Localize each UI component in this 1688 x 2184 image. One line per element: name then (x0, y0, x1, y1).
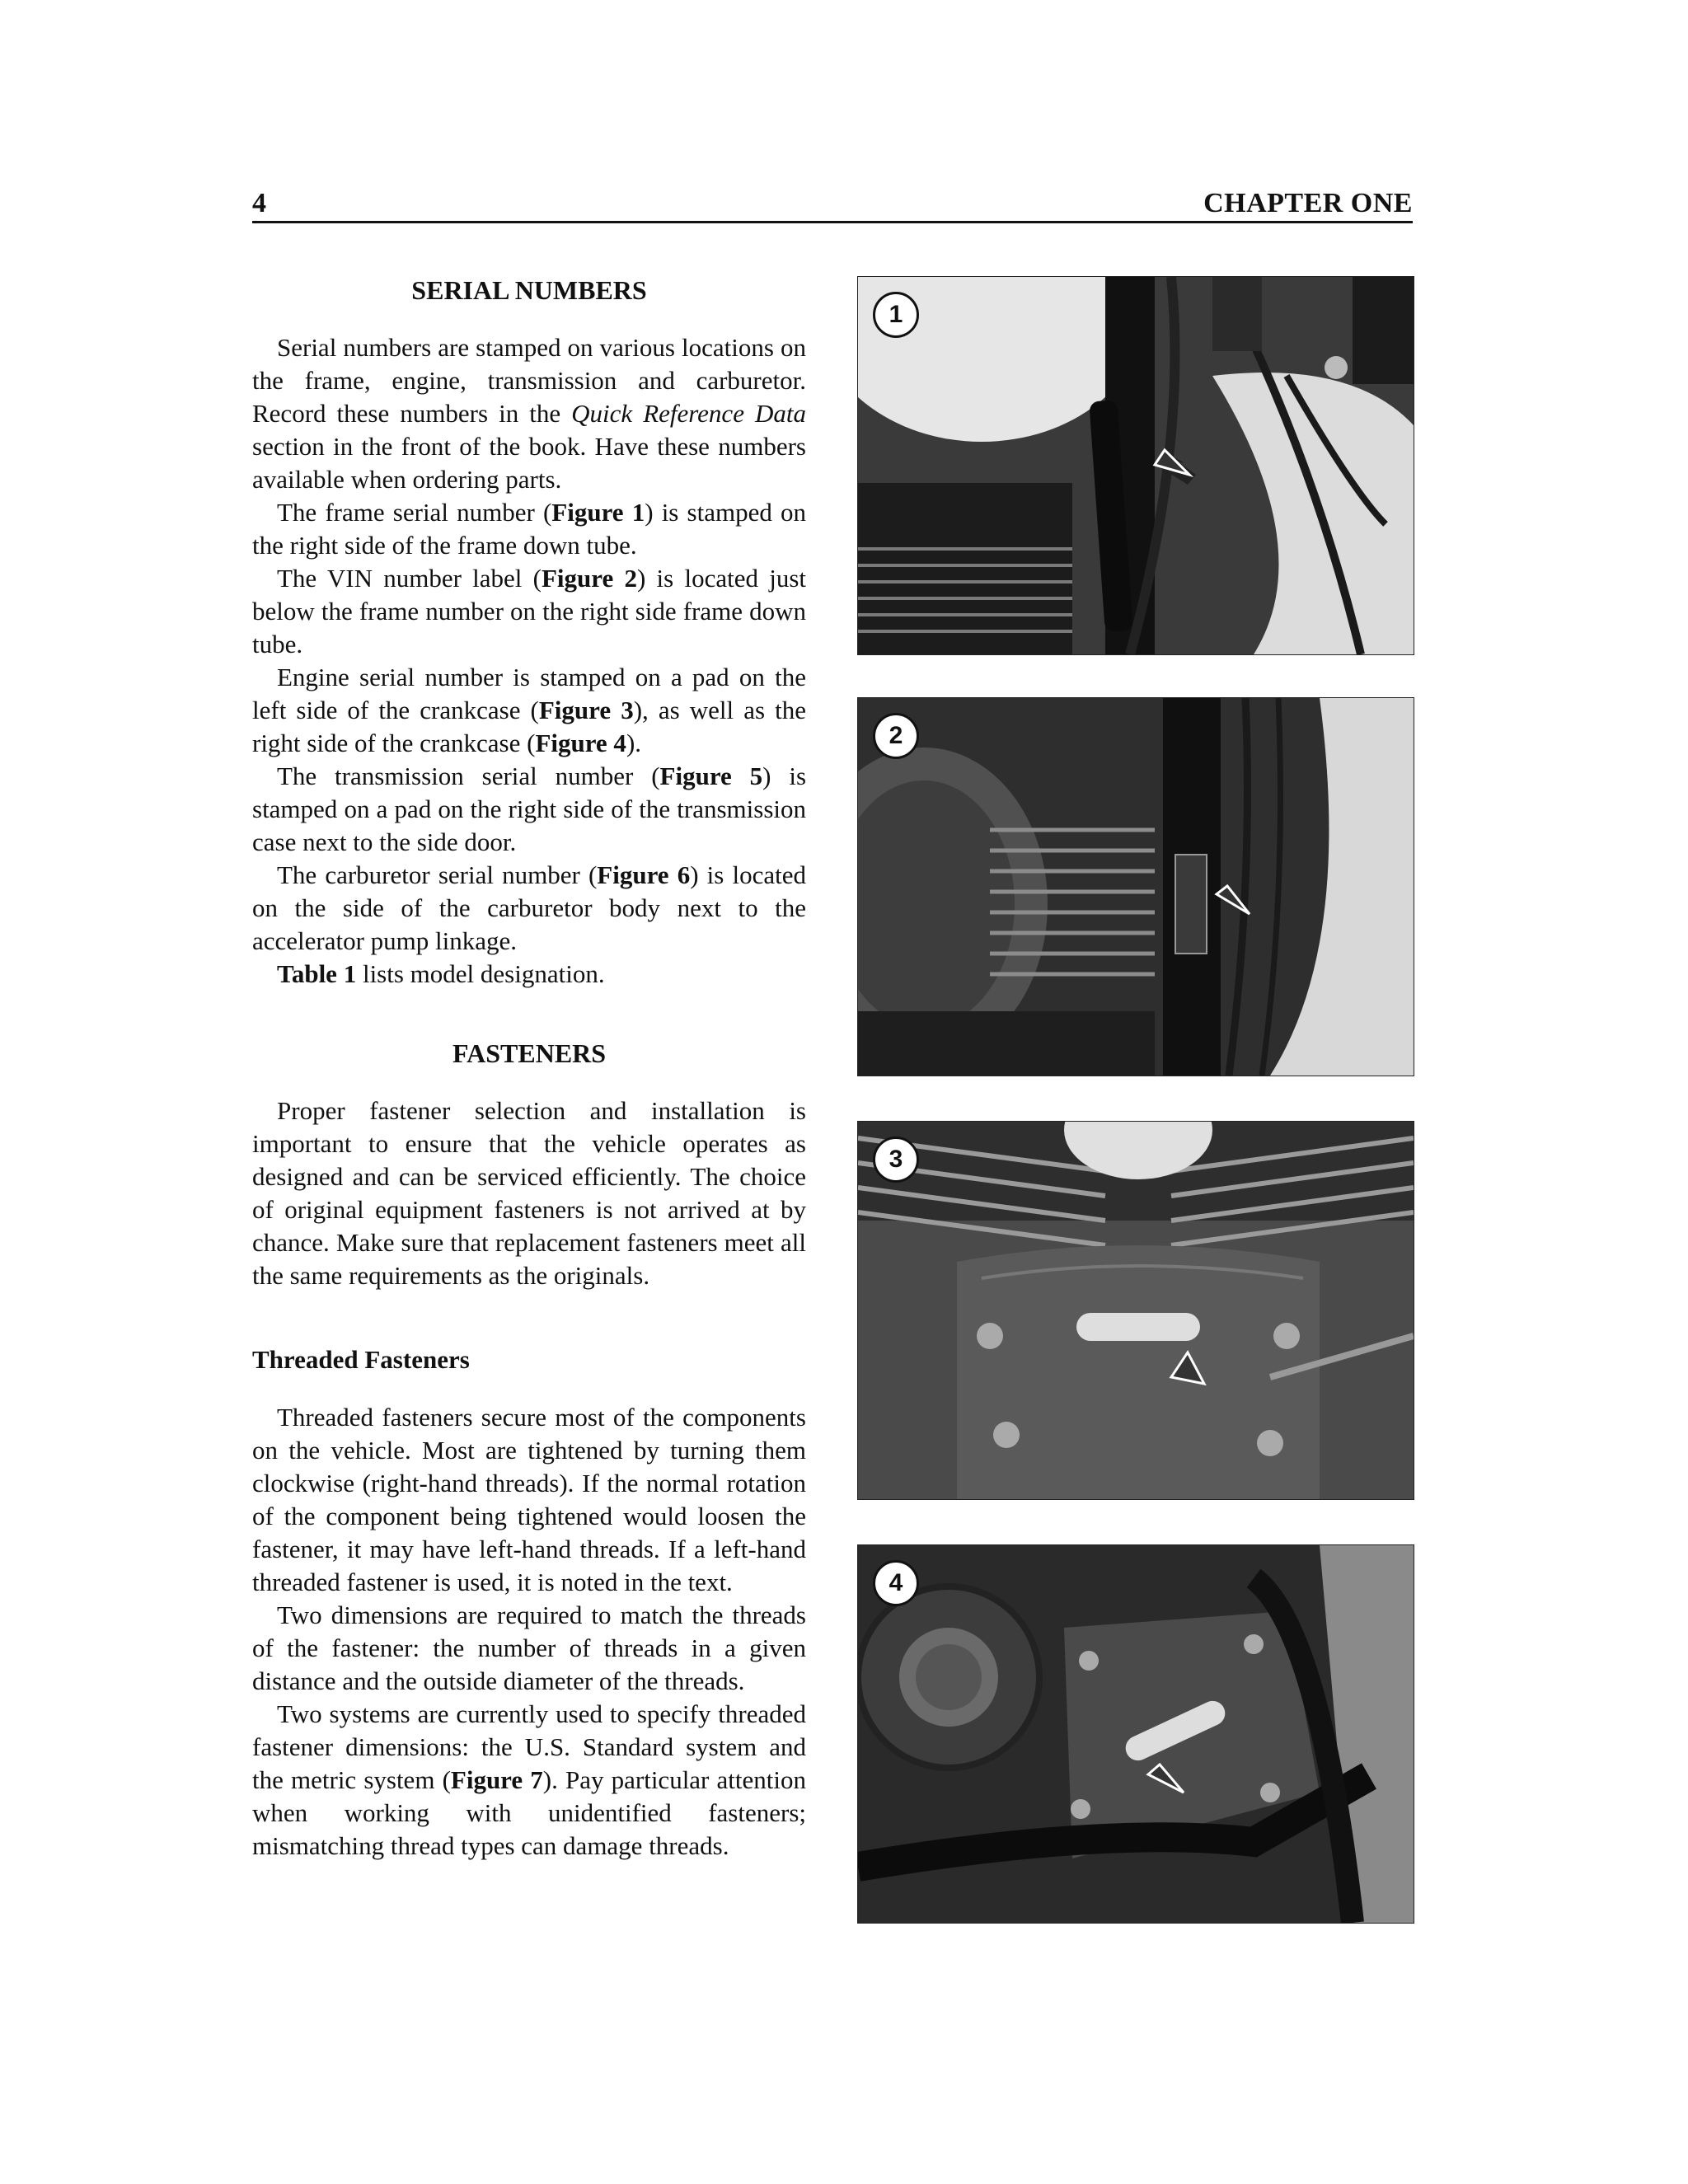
threaded-fasteners-heading: Threaded Fasteners (252, 1345, 470, 1374)
serial-paragraph-4: Engine serial number is stamped on a pad on the left side of the crankcase (Figure 3), as well as the right side of the crankcase (Figure 4). (252, 663, 807, 757)
page-header (252, 188, 1413, 223)
table-1-ref: Table 1 (277, 959, 357, 988)
figure-1-photo (857, 276, 1414, 655)
serial-paragraph-6: The carburetor serial number (Figure 6) is located on the side of the carburetor body next to the accelerator pump linkage. (252, 860, 806, 955)
figure-1-ref: Figure 1 (551, 498, 645, 527)
chapter-title: CHAPTER ONE (1203, 188, 1413, 218)
serial-paragraph-7: Table 1 lists model designation. (277, 959, 605, 988)
threaded-paragraph-1: Threaded fasteners secure most of the components on the vehicle. Most are tightened by turning them clockwise (right-hand threads). If the normal rotation of the component being tightened would loosen the fastener, it may have left-hand threads. If a left-hand threaded fastener is used, it is noted in the text. (252, 1403, 806, 1596)
figure-4-photo (857, 1544, 1414, 1924)
fasteners-paragraph-1: Proper fastener selection and installation is important to ensure that the vehicle operates as designed and can be serviced efficiently. The choice of original equipment fasteners is not arrived at by chance. Make sure that replacement fasteners meet all the same requirements as the originals. (252, 1096, 806, 1290)
threaded-paragraph-2: Two dimensions are required to match the threads of the fastener: the number of threads in a given distance and the outside diameter of the threads. (252, 1601, 806, 1695)
serial-paragraph-5: The transmission serial number (Figure 5) is stamped on a pad on the right side of the transmission case next to the side door. (252, 762, 807, 856)
figure-2-photo (857, 697, 1414, 1076)
figure-3-photo (857, 1121, 1414, 1500)
serial-paragraph-2: The frame serial number (Figure 1) is stamped on the right side of the frame down tube. (252, 498, 807, 560)
figure-3-number: 3 (873, 1137, 919, 1183)
serial-paragraph-3: The VIN number label (Figure 2) is located just below the frame number on the right side frame down tube. (252, 564, 807, 658)
figure-3-ref: Figure 3 (538, 696, 634, 724)
figure-7-ref: Figure 7 (450, 1765, 543, 1794)
figure-1-number: 1 (873, 292, 919, 338)
figure-2-ref: Figure 2 (541, 564, 637, 593)
figure-2-number: 2 (873, 713, 919, 759)
fasteners-heading: FASTENERS (452, 1038, 607, 1068)
figure-6-ref: Figure 6 (597, 860, 691, 889)
threaded-paragraph-3: Two systems are currently used to specify threaded fastener dimensions: the U.S. Standard system and the metric system (Figure 7). Pay particular attention when working with unidentified fasteners; mismatching thread types can damage threads. (252, 1699, 806, 1860)
serial-numbers-heading: SERIAL NUMBERS (411, 275, 647, 305)
serial-paragraph-1: Serial numbers are stamped on various locations on the frame, engine, transmission and carburetor. Record these numbers in the Quick Reference Data section in the front of the book. Have these numbers available when ordering parts. (252, 333, 806, 494)
page-number: 4 (252, 188, 266, 218)
figure-4-ref: Figure 4 (535, 729, 626, 757)
figure-5-ref: Figure 5 (659, 762, 763, 790)
figure-4-number: 4 (873, 1560, 919, 1606)
text-column (252, 274, 806, 1863)
